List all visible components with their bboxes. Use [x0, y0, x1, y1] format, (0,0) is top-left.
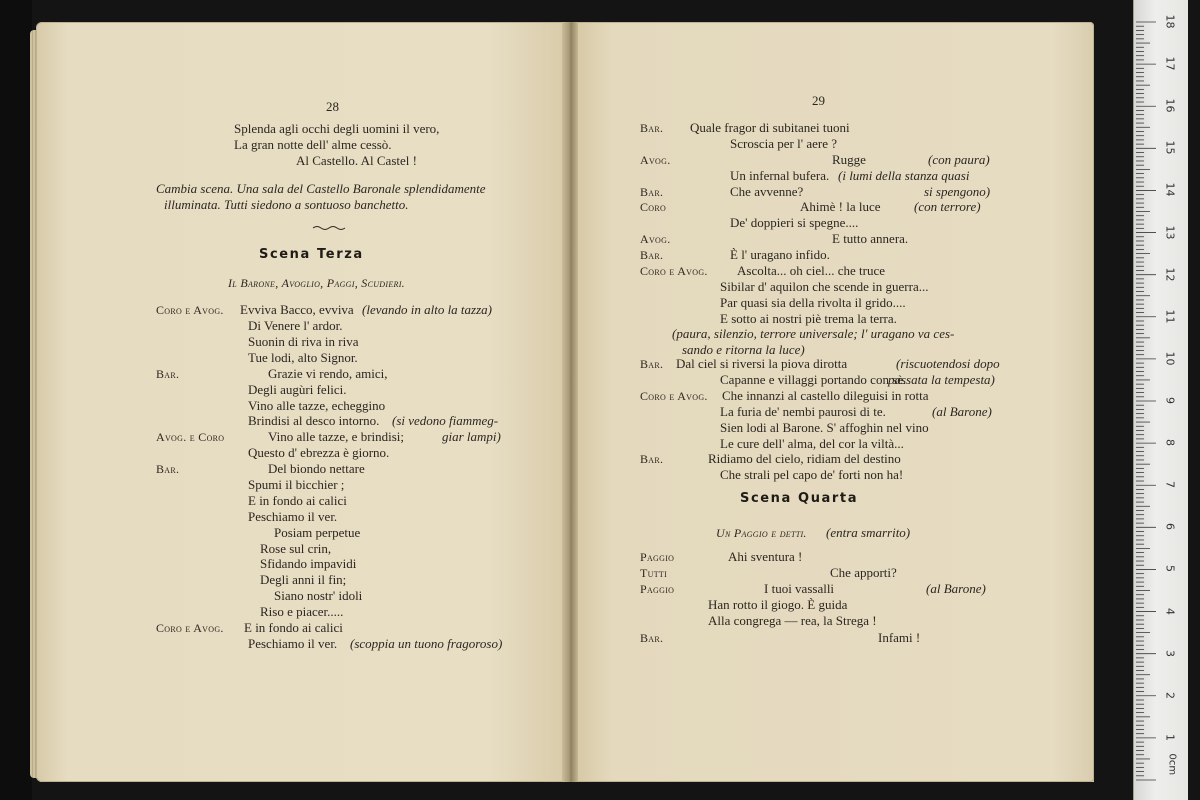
left-page-line: Rose sul crin, [260, 541, 332, 556]
right-page-line: Tutti [640, 566, 668, 580]
right-page-line: (i lumi della stanza quasi [838, 168, 970, 183]
left-page-line: Posiam perpetue [274, 525, 361, 540]
right-page-line: Ascolta... oh ciel... che truce [737, 263, 885, 278]
right-page-line: Alla congrega — rea, la Strega ! [708, 613, 877, 628]
scene-heading-quarta: Scena Quarta [740, 491, 859, 506]
right-page-line: (con paura) [928, 152, 990, 167]
right-page-line: Avog. [640, 232, 671, 246]
scene-heading-terza: Scena Terza [259, 247, 364, 262]
right-page-line: (al Barone) [932, 404, 992, 419]
dark-backdrop [0, 0, 32, 800]
right-page-line: E tutto annera. [832, 231, 909, 246]
right-page-line: E sotto ai nostri piè trema la terra. [720, 311, 897, 326]
right-page-line: Sien lodi al Barone. S' affoghin nel vino [720, 420, 929, 435]
left-page-line: Degli anni il fin; [260, 572, 347, 587]
left-page-line: Al Castello. Al Castel ! [296, 153, 417, 168]
right-page-number: 29 [812, 93, 825, 108]
right-page-line: Ahimè ! la luce [800, 199, 881, 214]
right-page-line: (al Barone) [926, 581, 986, 596]
left-page-line: Avog. e Coro [156, 430, 225, 444]
right-page-line: È l' uragano infido. [730, 247, 830, 262]
ruler-number: 13 [1163, 225, 1177, 240]
right-page-line: Avog. [640, 153, 671, 167]
ruler-number: 5 [1163, 565, 1177, 573]
right-page-line: Che avvenne? [730, 184, 804, 199]
ruler-number: 4 [1163, 607, 1177, 615]
left-page-line: (scoppia un tuono fragoroso) [350, 636, 503, 651]
right-page-line: Ridiamo del cielo, ridiam del destino [708, 451, 901, 466]
right-page-line: Bar. [640, 248, 664, 262]
right-page-line: Bar. [640, 452, 664, 466]
ruler-number: 10 [1163, 351, 1177, 366]
ruler-number: 18 [1163, 14, 1177, 29]
right-page-line: Coro e Avog. [640, 389, 708, 403]
left-page-line: Suonin di riva in riva [248, 334, 359, 349]
ruler-number: 3 [1163, 649, 1177, 657]
left-page-number: 28 [326, 99, 339, 114]
right-page-line: Che strali pel capo de' forti non ha! [720, 467, 904, 482]
left-page-line: Evviva Bacco, evviva [240, 302, 354, 317]
right-page-line: Un infernal bufera. [730, 168, 830, 183]
right-page-line: Coro e Avog. [640, 264, 708, 278]
right-page-line: Coro [640, 200, 667, 214]
ruler-number: 15 [1163, 140, 1177, 155]
right-page-line: Scroscia per l' aere ? [730, 136, 838, 151]
right-page-line: si spengono) [924, 184, 991, 199]
right-page-line: Un Paggio e detti. [716, 526, 807, 540]
ruler-number: 8 [1163, 439, 1177, 447]
right-page-line: Bar. [640, 357, 664, 371]
left-page-line: Coro e Avog. [156, 303, 224, 317]
left-page-line: Riso e piacer..... [260, 604, 344, 619]
right-page-line: I tuoi vassalli [764, 581, 835, 596]
right-page-line: sando e ritorna la luce) [682, 342, 805, 357]
ruler-number: 6 [1163, 523, 1177, 531]
right-page-line: (con terrore) [914, 199, 981, 214]
right-page-line: Bar. [640, 121, 664, 135]
right-page-line: (riscuotendosi dopo [896, 356, 1000, 371]
left-page-line: Coro e Avog. [156, 621, 224, 635]
right-page-line: La furia de' nembi paurosi di te. [720, 404, 886, 419]
ruler-number: 11 [1163, 309, 1177, 324]
left-page-line: Spumi il bicchier ; [248, 477, 345, 492]
ruler-number: 14 [1163, 182, 1177, 197]
left-page-line: Vino alle tazze, echeggino [248, 398, 386, 413]
left-page-line: (levando in alto la tazza) [362, 302, 492, 317]
right-page-line: Bar. [640, 185, 664, 199]
right-page-line: Ahi sventura ! [728, 549, 803, 564]
left-page-line: Tue lodi, alto Signor. [248, 350, 358, 365]
left-page-line: illuminata. Tutti siedono a sontuoso banchetto. [164, 197, 409, 212]
left-page-line: Sfidando impavidi [260, 556, 357, 571]
left-page-line: Questo d' ebrezza è giorno. [248, 445, 390, 460]
left-page-line: Di Venere l' ardor. [248, 318, 343, 333]
ruler-ticks [1134, 0, 1189, 800]
left-page-line: La gran notte dell' alme cessò. [234, 137, 392, 152]
ruler-number: 17 [1163, 56, 1177, 71]
ruler-number: 7 [1163, 481, 1177, 489]
ruler-number: 1 [1163, 733, 1177, 741]
right-page-line: Le cure dell' alma, del cor la viltà... [720, 436, 904, 451]
left-page-line: Grazie vi rendo, amici, [268, 366, 388, 381]
left-page-line: Del biondo nettare [268, 461, 365, 476]
left-page-line: Brindisi al desco intorno. [248, 413, 380, 428]
left-page-line: Peschiamo il ver. [248, 509, 338, 524]
right-page-line: Dal ciel si riversi la piova dirotta [676, 356, 848, 371]
left-page-line: Siano nostr' idoli [274, 588, 363, 603]
measuring-ruler [1133, 0, 1188, 800]
left-page-line: E in fondo ai calici [248, 493, 347, 508]
left-page-line: Cambia scena. Una sala del Castello Baronale splendidamente [156, 181, 486, 196]
ornament-divider [312, 225, 346, 231]
ruler-number: 9 [1163, 397, 1177, 404]
right-page-line: Par quasi sia della rivolta il grido.... [720, 295, 906, 310]
ruler-unit-label: 0cm [1166, 753, 1178, 776]
right-page-line: Infami ! [878, 630, 921, 645]
right-page-line: De' doppieri si spegne.... [730, 215, 859, 230]
right-page-line: Paggio [640, 550, 675, 564]
left-page-line: (si vedono fiammeg- [392, 413, 499, 428]
left-page-line: giar lampi) [442, 429, 501, 444]
right-page-line: passata la tempesta) [888, 372, 995, 387]
left-page-line: Vino alle tazze, e brindisi; [268, 429, 405, 444]
ruler-number: 2 [1163, 691, 1177, 699]
right-page-line: Quale fragor di subitanei tuoni [690, 120, 850, 135]
left-page-line: Bar. [156, 462, 180, 476]
right-page-line: Paggio [640, 582, 675, 596]
left-page-line: E in fondo ai calici [244, 620, 343, 635]
right-page-line: Capanne e villaggi portando con sè. [720, 372, 907, 387]
ruler-number: 12 [1163, 267, 1177, 282]
book-spine [562, 22, 578, 782]
right-page-line: Che apporti? [830, 565, 897, 580]
left-page-line: Splenda agli occhi degli uomini il vero, [234, 121, 440, 136]
ruler-number: 16 [1163, 98, 1177, 113]
right-page-line: (entra smarrito) [826, 525, 911, 540]
right-page-line: Han rotto il giogo. È guida [708, 597, 848, 612]
right-page-line: (paura, silenzio, terrore universale; l' uragano va ces- [672, 326, 955, 341]
left-page-line: Bar. [156, 367, 180, 381]
left-page-line: Degli augùri felici. [248, 382, 347, 397]
right-page-line: Che innanzi al castello dileguisi in rotta [722, 388, 929, 403]
right-page-line: Sibilar d' aquilon che scende in guerra... [720, 279, 929, 294]
right-page-line: Bar. [640, 631, 664, 645]
right-page-line: Rugge [832, 152, 866, 167]
left-page-line: Peschiamo il ver. [248, 636, 338, 651]
left-page-line: Il Barone, Avoglio, Paggi, Scudieri. [228, 276, 405, 290]
